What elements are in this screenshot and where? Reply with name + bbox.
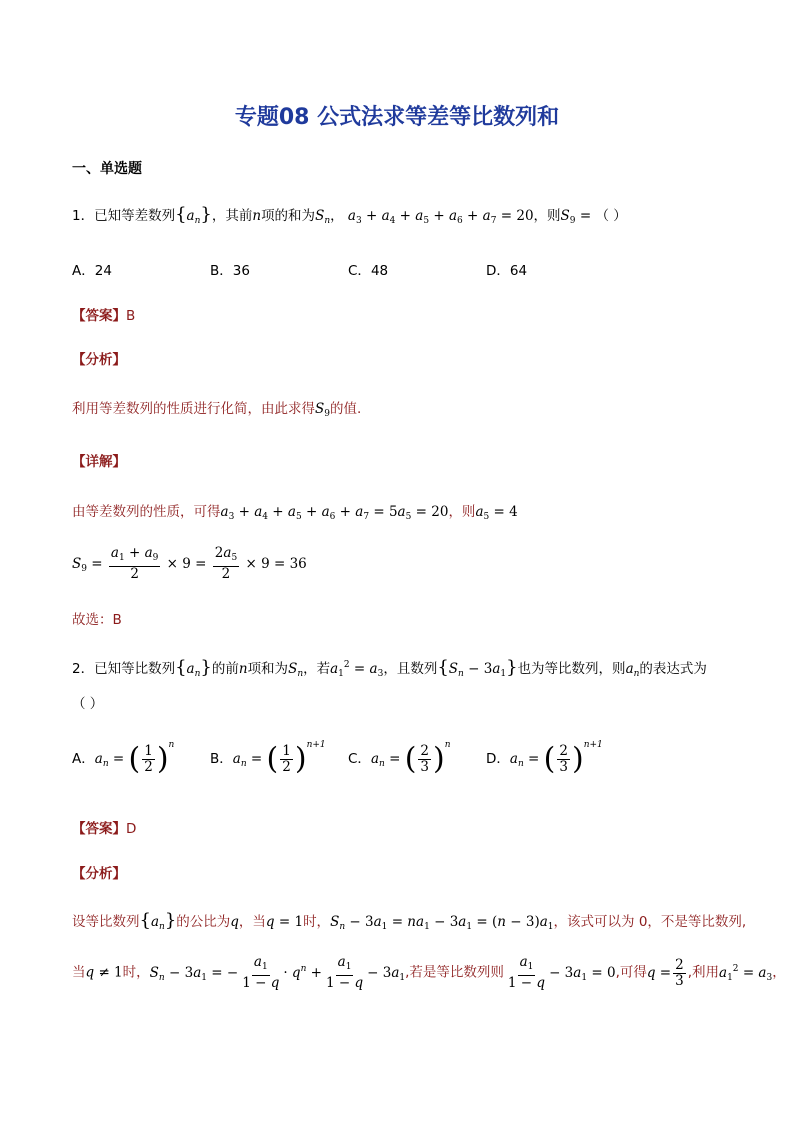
- q1-detail-tag: 【详解】: [72, 454, 126, 470]
- q2-analysis-line2: 当q ≠ 1时，$S_n - 3a_1$ = − $\frac{a_1}{1 - q}$ · $q^n$ + $\frac{a_1}{1 - q}$ − $3a_1$,若是等比数列则 $\frac{a_1}{1 - q}$ − $3a_1 = 0$,可得q = $\frac{2}{3}$ ,利用$a_1^2 = a_3$，: [72, 954, 786, 991]
- q1-answer: 【答案】B: [72, 308, 136, 324]
- q1-analysis: 利用等差数列的性质进行化简，由此求得$S_9$的值.: [72, 401, 362, 419]
- q2-analysis-tag: 【分析】: [72, 866, 126, 882]
- q1-choice: 故选：B: [72, 612, 122, 628]
- q1-analysis-tag: 【分析】: [72, 352, 126, 368]
- q1-condition: $a_3 + a_4 + a_5 + a_6 + a_7$: [347, 208, 497, 226]
- q1-detail-line: 由等差数列的性质，可得$a_3 + a_4 + a_5 + a_6 + a_7 = 5a_5 = 20$，则$a_5 = 4$: [72, 504, 518, 522]
- page-title: 专题08 公式法求等差等比数列和: [234, 105, 560, 130]
- q2-option-c[interactable]: C．$a_n$ = ( $\frac{2}{3}$ )$^n$: [348, 740, 451, 777]
- q1-option-b[interactable]: B．36: [210, 263, 250, 279]
- q2-option-d[interactable]: D．$a_n$ = ( $\frac{2}{3}$ )$^{n+1}$: [486, 740, 603, 777]
- q2-answer: 【答案】D: [72, 821, 137, 837]
- q2-analysis-line1: 设等比数列$\{a_n\}$的公比为q，当q = 1时，$S_n - 3a_1 = na_1 - 3a_1 = (n - 3)a_1$，该式可以为 0，不是等比数列,: [72, 910, 747, 932]
- q1-calc: $S_9$ = $\frac{a_1 + a_9}{2}$ × 9 = $\frac{2a_5}{2}$ × 9 = 36: [72, 545, 307, 582]
- q1-option-d[interactable]: D．64: [486, 263, 528, 279]
- q1-option-a[interactable]: A．24: [72, 263, 112, 279]
- section-heading: 一、单选题: [72, 161, 142, 177]
- q2-stem-paren: （ ）: [72, 696, 104, 712]
- q1-stem: 1．已知等差数列$\{a_n\}$，其前n项的和为$S_n$， $a_3 + a_4 + a_5 + a_6 + a_7 = 20$，则$S_9$ = （ ）: [72, 204, 627, 226]
- q1-option-c[interactable]: C．48: [348, 263, 389, 279]
- q2-option-a[interactable]: A．$a_n$ = ( $\frac{1}{2}$ )$^n$: [72, 740, 175, 777]
- q2-stem: 2．已知等比数列$\{a_n\}$的前n项和为$S_n$，若$a_1^2 = a_3$，且数列$\{S_n - 3a_1\}$也为等比数列，则$a_n$的表达式为: [72, 657, 707, 679]
- q2-option-b[interactable]: B．$a_n$ = ( $\frac{1}{2}$ )$^{n+1}$: [210, 740, 326, 777]
